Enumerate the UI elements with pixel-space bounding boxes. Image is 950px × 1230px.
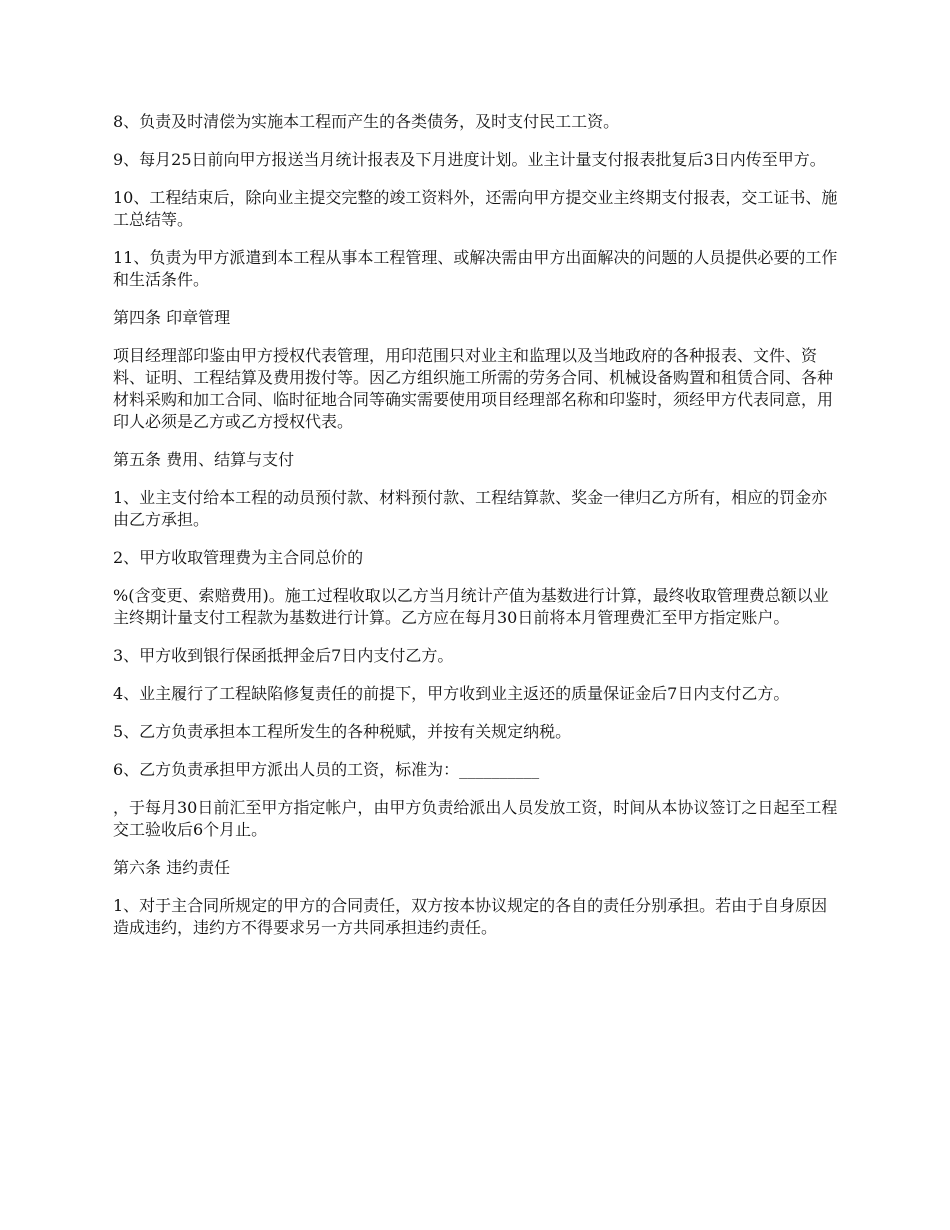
payment-clause-4: 4、业主履行了工程缺陷修复责任的前提下，甲方收到业主返还的质量保证金后7日内支付乙方。 xyxy=(113,684,790,703)
payment-clause-6-continued: ，于每月30日前汇至甲方指定帐户，由甲方负责给派出人员发放工资，时间从本协议签订之日起至工程交工验收后6个月止。 xyxy=(113,798,838,839)
payment-clause-2-continued: %(含变更、索赔费用)。施工过程收取以乙方当月统计产值为基数进行计算，最终收取管理费总额以业主终期计量支付工程款为基数进行计算。乙方应在每月30日前将本月管理费汇至甲方指定账户。 xyxy=(113,586,829,627)
article-5-heading: 第五条 费用、结算与支付 xyxy=(113,450,295,469)
document-body xyxy=(113,111,843,955)
payment-clause-2: 2、甲方收取管理费为主合同总价的 xyxy=(113,548,364,567)
payment-clause-6: 6、乙方负责承担甲方派出人员的工资，标准为：__________ xyxy=(113,760,540,779)
clause-9: 9、每月25日前向甲方报送当月统计报表及下月进度计划。业主计量支付报表批复后3日内传至甲方。 xyxy=(113,150,826,169)
liability-clause-1: 1、对于主合同所规定的甲方的合同责任，双方按本协议规定的各自的责任分别承担。若由于自身原因造成违约，违约方不得要求另一方共同承担违约责任。 xyxy=(113,896,828,937)
payment-clause-3: 3、甲方收到银行保函抵押金后7日内支付乙方。 xyxy=(113,646,454,665)
clause-11: 11、负责为甲方派遣到本工程从事本工程管理、或解决需由甲方出面解决的问题的人员提供必要的工作和生活条件。 xyxy=(113,248,838,289)
article-6-heading: 第六条 违约责任 xyxy=(113,858,231,877)
payment-clause-5: 5、乙方负责承担本工程所发生的各种税赋，并按有关规定纳税。 xyxy=(113,722,572,741)
payment-clause-1: 1、业主支付给本工程的动员预付款、材料预付款、工程结算款、奖金一律归乙方所有，相应的罚金亦由乙方承担。 xyxy=(113,488,828,529)
clause-10: 10、工程结束后，除向业主提交完整的竣工资料外，还需向甲方提交业主终期支付报表，交工证书、施工总结等。 xyxy=(113,188,838,229)
article-4-heading: 第四条 印章管理 xyxy=(113,308,231,327)
clause-8: 8、负责及时清偿为实施本工程而产生的各类债务，及时支付民工工资。 xyxy=(113,112,620,131)
seal-management-paragraph: 项目经理部印鉴由甲方授权代表管理，用印范围只对业主和监理以及当地政府的各种报表、文件、资料、证明、工程结算及费用拨付等。因乙方组织施工所需的劳务合同、机械设备购置和租赁合同、各种材料采购和加工合同、临时征地合同等确实需要使用项目经理部名称和印鉴时，须经甲方代表同意，用印人必须是乙方或乙方授权代表。 xyxy=(113,346,834,431)
